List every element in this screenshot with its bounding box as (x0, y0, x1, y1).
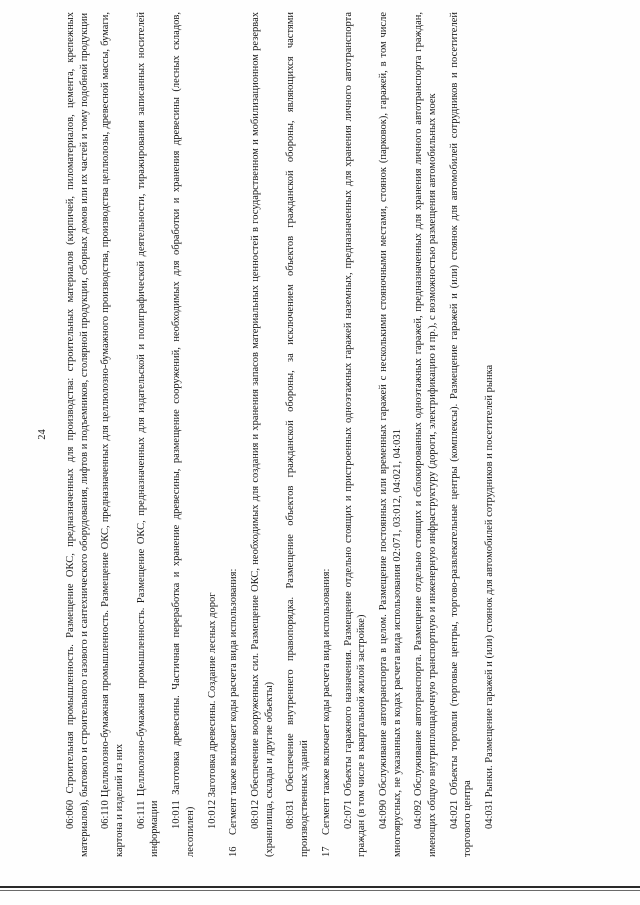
page-number: 24 (37, 429, 48, 440)
section-intro: Сегмент также включает коды расчета вида использования: (320, 568, 332, 835)
paragraph-04-090: 04:090 Обслуживание автотранспорта в целом. Размещение постоянных или временных гаражей с несколькими стояночными местами, стоянок (парковок), гаражей, в том числе многоярусных, не указанных в кодах расчета вида использования 02:071, 03:012, 04:021, 04:031 (377, 12, 403, 857)
section-16 (227, 12, 241, 857)
paragraph-04-092: 04:092 Обслуживание автотранспорта. Размещение отдельно стоящих и сблокированных одноэтажных гаражей, предназначенных для хранения личного автотранспорта граждан, имеющих общую внутриплощадочную транспортную и инженерную инфраструктуру (дороги, электрификацию и пр.), с возможностью размещения автомобильных моек (413, 12, 438, 857)
bottom-rule (0, 886, 640, 888)
section-intro: Сегмент также включает коды расчета вида использования: (228, 568, 240, 835)
rotated-text-block (34, 12, 594, 857)
paragraph-02-071: 02:071 Объекты гаражного назначения. Размещение отдельно стоящих и пристроенных одноэтажных гаражей наземных, предназначенных для хранения личного автотранспорта граждан (в том числе в квартальной жилой застройке) (342, 12, 368, 857)
paragraph-08-012: 08:012 Обеспечение вооруженных сил. Размещение ОКС, необходимых для создания и хранения запасов материальных ценностей в государственном и мобилизационном резервах (хранилища, склады и другие объекты) (250, 12, 275, 857)
paragraph-06-111: 06:111 Целлюлозно-бумажная промышленность. Размещение ОКС, предназначенных для издательской и полиграфической деятельности, тиражирования записанных носителей информации (135, 12, 161, 857)
paragraph-04-031: 04:031 Рынки. Размещение гаражей и (или) стоянок для автомобилей сотрудников и посетителей рынка (484, 364, 496, 829)
section-number: 17 (320, 846, 332, 857)
paragraph-04-021: 04:021 Объекты торговли (торговые центры, торгово-развлекательные центры (комплексы). Размещение гаражей и (или) стоянок для автомобилей сотрудников и посетителей торгового центра (448, 12, 474, 857)
paragraph-06-060: 06:060 Строительная промышленность. Размещение ОКС, предназначенных для производства: строительных материалов (кирпичей, пиломатериалов, цемента, крепежных материалов), бытового и строительного газового и сантехнического оборудования, лифтов и подъемников, столярной продукции, сборных домов или их частей и тому подобной продукции (65, 12, 90, 857)
paragraph-08-031: 08:031 Обеспечение внутреннего правопорядка. Размещение объектов гражданской обороны, за исключением объектов гражданской обороны, являющихся частями производственных зданий (285, 12, 311, 857)
paragraph-10-011: 10:011 Заготовка древесины. Частичная переработка и хранение древесины, размещение сооружений, необходимых для обработки и хранения древесины (лесных складов, лесопилен) (171, 12, 196, 857)
section-number: 16 (228, 846, 240, 857)
bottom-rule-thin (0, 890, 640, 891)
document-body (64, 12, 505, 857)
paragraph-10-012: 10:012 Заготовка древесины. Создание лесных дорог (206, 592, 218, 829)
section-17 (320, 12, 334, 857)
paragraph-06-110: 06:110 Целлюлозно-бумажная промышленность. Размещение ОКС, предназначенных для целлюлозно-бумажного производства, производства целлюлозы, древесной массы, бумаги, картона и изделий из них (100, 12, 125, 857)
